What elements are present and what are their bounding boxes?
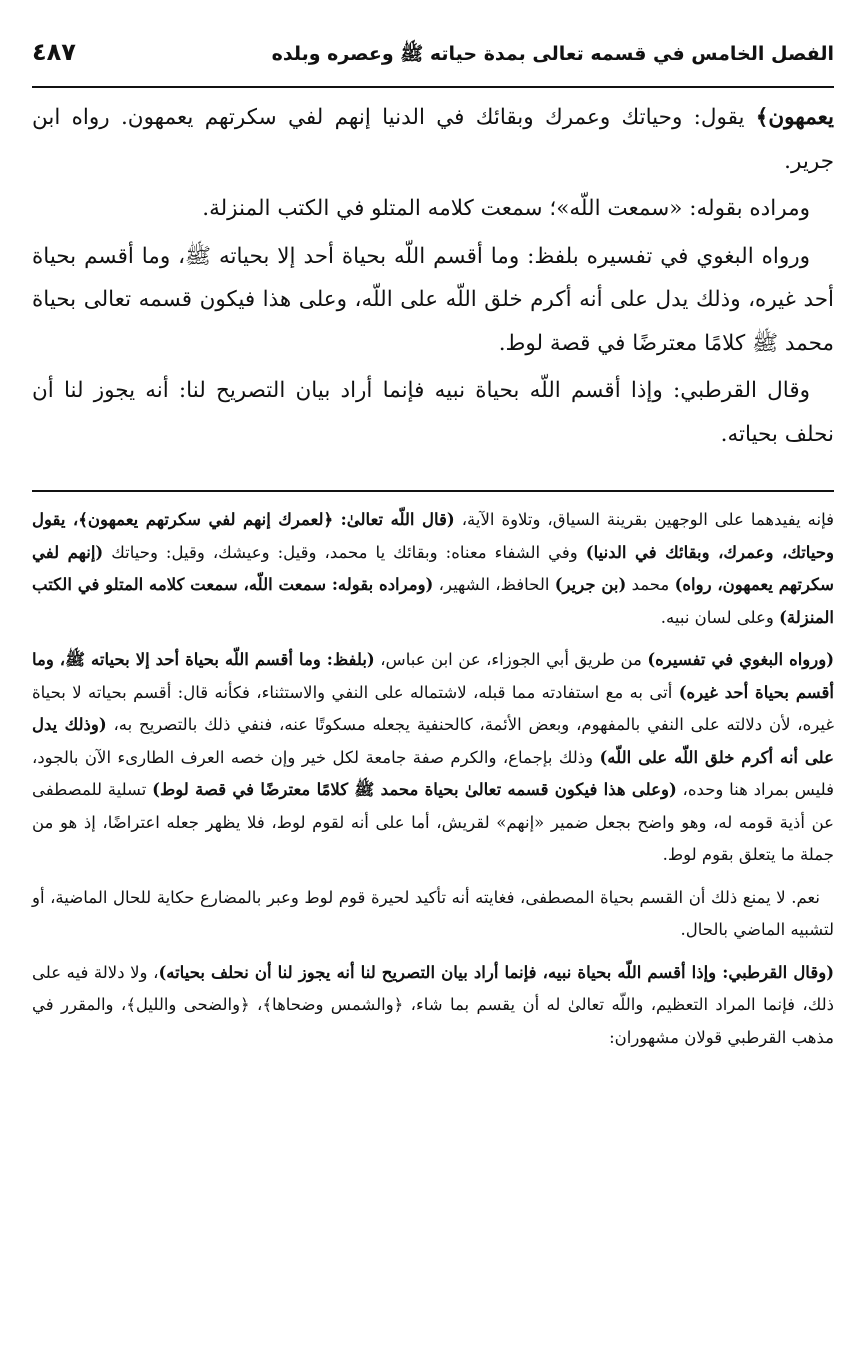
n1-h: (ومراده بقوله: سمعت اللّه، سمعت كلامه المتلو في الكتب المنزلة) bbox=[32, 575, 834, 627]
chapter-title: الفصل الخامس في قسمه تعالى بمدة حياته ﷺ وعصره وبلده bbox=[271, 43, 834, 65]
page-header bbox=[32, 38, 834, 80]
n1-a: فإنه يفيدهما على الوجهين بقرينة السياق، وتلاوة الآية، bbox=[454, 510, 835, 529]
main-p1-bold: يعمهون﴾ bbox=[755, 105, 834, 130]
n1-f: (بن جرير) bbox=[554, 575, 627, 594]
n1-c: وفي الشفاء معناه: وبقائك يا محمد، وقيل: وعيشك، وقيل: وحياتك bbox=[103, 542, 586, 562]
main-text bbox=[32, 96, 834, 456]
page-number: ٤٨٧ bbox=[32, 38, 76, 66]
n2-g: (وعلى هذا فيكون قسمه تعالىٰ بحياة محمد ﷺ كلامًا معترضًا في قصة لوط) bbox=[152, 780, 677, 799]
n1-d: (إنهم لفي سكرتهم يعمهون، رواه) bbox=[32, 542, 834, 594]
n4-b: ، ولا دلالة فيه على ذلك، فإنما المراد التعظيم، واللّه تعالىٰ له أن يقسم بما شاء، ﴿والشمس وضحاها﴾، ﴿والضحى والليل﴾، والمقرر في مذهب القرطبي قولان مشهوران: bbox=[32, 962, 834, 1047]
commentary-paragraph-3: نعم. لا يمنع ذلك أن القسم بحياة المصطفى، فغايته أنه تأكيد لحيرة قوم لوط وعبر بالمضارع حكاية للحال الماضية، أو لتشبيه الماضي بالحال. bbox=[32, 887, 834, 939]
commentary-paragraph-4 bbox=[32, 957, 834, 1055]
n1-g: الحافظ، الشهير، bbox=[433, 575, 555, 594]
main-paragraph-4: وقال القرطبي: وإذا أقسم اللّه بحياة نبيه فإنما أراد بيان التصريح لنا: أنه يجوز لنا أن نحلف بحياته. bbox=[32, 378, 834, 447]
main-paragraph-2: ومراده بقوله: «سمعت اللّه»؛ سمعت كلامه المتلو في الكتب المنزلة. bbox=[202, 196, 810, 221]
n2-h: تسلية للمصطفى عن أذية قومه له، وهو واضح بجعل ضمير «إنهم» لقريش، أما على أنه لقوم لوط، فلا يظهر جعله اعتراضًا، إذ هو من جملة ما يتعلق بقوم لوط. bbox=[32, 780, 834, 864]
n2-d: أتى به مع استفادته مما قبله، لاشتماله على النفي والاستثناء، فكأنه قال: أقسم بحياته لا بحياة غيره، لأن دلالته على النفي بالمفهوم، وبعض الأئمة، كالحنفية يجعله مسكوتًا عنه، فنفي ذلك بالتصريح به، bbox=[32, 682, 834, 734]
n1-b: (قال اللّه تعالىٰ: ﴿لعمرك إنهم لفي سكرتهم يعمهون﴾، يقول وحياتك، وعمرك، وبقائك في الدنيا) bbox=[32, 510, 834, 562]
commentary-paragraph-2 bbox=[32, 644, 834, 872]
commentary-separator bbox=[32, 490, 834, 492]
main-p1-rest: يقول: وحياتك وعمرك وبقائك في الدنيا إنهم لفي سكرتهم يعمهون. رواه ابن جرير. bbox=[32, 105, 834, 174]
commentary-text bbox=[32, 504, 834, 1054]
n1-i: وعلى لسان نبيه. bbox=[660, 607, 780, 627]
n1-e: محمد bbox=[626, 575, 675, 594]
n4-a: (وقال القرطبي: وإذا أقسم اللّه بحياة نبيه، فإنما أراد بيان التصريح لنا أنه يجوز لنا أن نحلف بحياته) bbox=[158, 962, 834, 982]
n2-a: (ورواه البغوي في تفسيره) bbox=[647, 650, 835, 669]
n2-c: (بلفظ: وما أقسم اللّه بحياة أحد إلا بحياته ﷺ، وما أقسم بحياة أحد غيره) bbox=[32, 650, 834, 702]
book-page bbox=[32, 38, 834, 1064]
header-rule bbox=[32, 86, 834, 88]
n2-e: (وذلك يدل على أنه أكرم خلق اللّه على اللّه) bbox=[32, 715, 834, 767]
main-paragraph-1 bbox=[32, 96, 834, 183]
main-paragraph-3: ورواه البغوي في تفسيره بلفظ: وما أقسم اللّه بحياة أحد إلا بحياته ﷺ، وما أقسم بحياة أحد غيره، وذلك يدل على أنه أكرم خلق اللّه على اللّه، وعلى هذا فيكون قسمه تعالى بحياة محمد ﷺ كلامًا معترضًا في قصة لوط. bbox=[32, 243, 834, 356]
commentary-paragraph-1 bbox=[32, 504, 834, 634]
n2-f: وذلك بإجماع، والكرم صفة جامعة لكل خير وإن خصه العرف الطارىء الآن بالجود، فليس بمراد هنا وحده، bbox=[32, 747, 834, 799]
n2-b: من طريق أبي الجوزاء، عن ابن عباس، bbox=[374, 650, 648, 669]
